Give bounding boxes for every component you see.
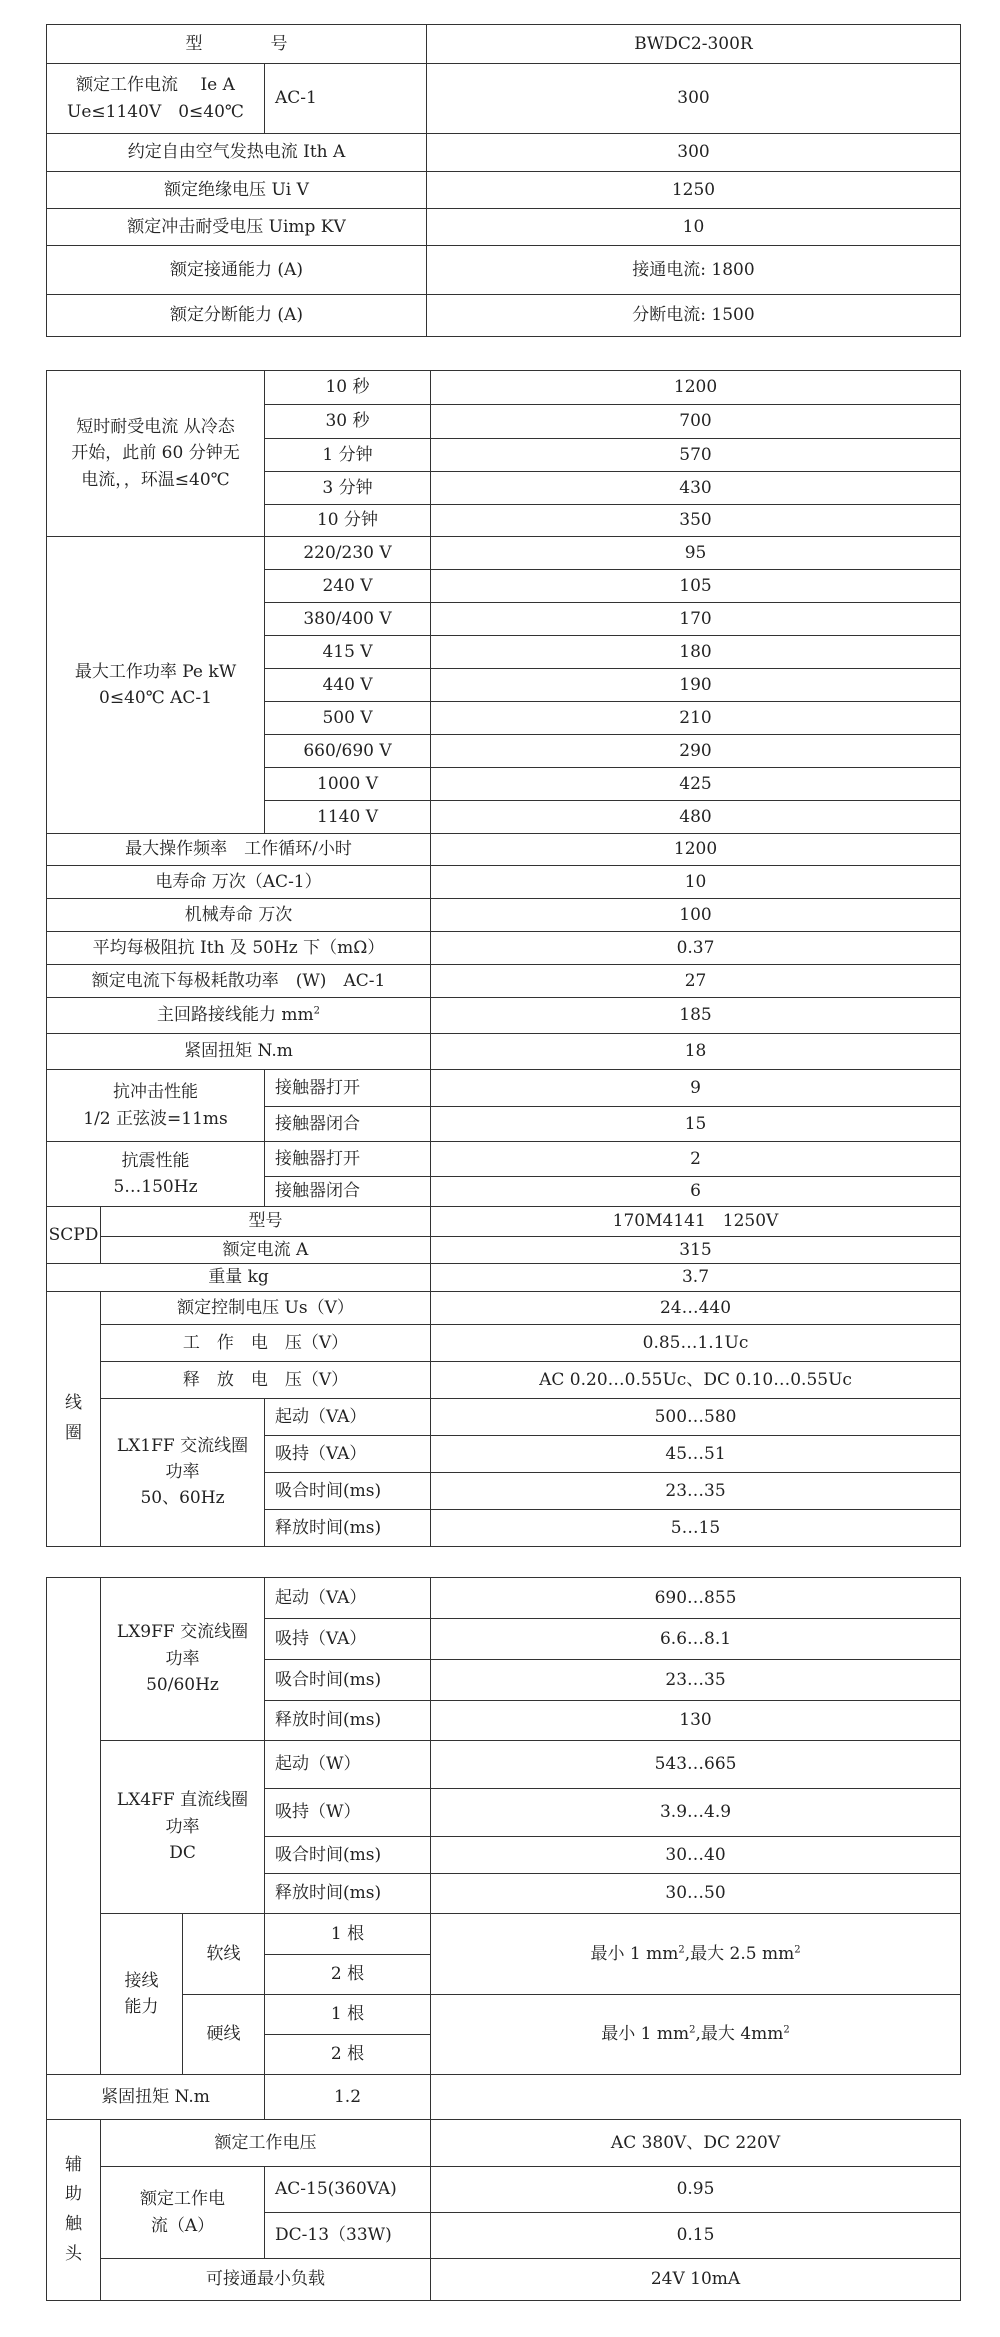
aux-voltage-value: AC 380V、DC 220V: [431, 2120, 961, 2167]
main-connection-label: [47, 998, 431, 1034]
uimp-value: 10: [427, 209, 961, 246]
shock-state: 接触器闭合: [265, 1107, 431, 1142]
power-value: 210: [431, 702, 961, 735]
spec-table-coils-aux: [46, 1577, 961, 2301]
soft-wire-label: 软线: [183, 1914, 265, 1995]
lx4ff-label: LX4FF 直流线圈 功率 DC: [101, 1741, 265, 1914]
power-value: 290: [431, 735, 961, 768]
aux-current-label: 额定工作电 流（A）: [101, 2167, 265, 2259]
soft-wire-sup: 2: [678, 1944, 685, 1956]
lx1ff-param: 吸持（VA）: [265, 1435, 431, 1472]
short-time-duration: 10 分钟: [265, 505, 431, 537]
shock-value: 15: [431, 1107, 961, 1142]
max-frequency-label: 最大操作频率 工作循环/小时: [47, 834, 431, 866]
short-time-value: 350: [431, 505, 961, 537]
scpd-model-label: 型号: [101, 1207, 431, 1237]
release-voltage-value: AC 0.20…0.55Uc、DC 0.10…0.55Uc: [431, 1361, 961, 1398]
ui-value: 1250: [427, 172, 961, 209]
lx4ff-param: 吸持（W）: [265, 1789, 431, 1837]
voltage-label: 240 V: [265, 570, 431, 603]
lx4ff-value: 30…40: [431, 1837, 961, 1874]
shock-state: 接触器打开: [265, 1070, 431, 1107]
wire-count: 1 根: [265, 1914, 431, 1955]
make-capacity-label: 额定接通能力 (A): [47, 246, 427, 295]
short-time-duration: 30 秒: [265, 405, 431, 439]
lx1ff-value: 5…15: [431, 1509, 961, 1546]
weight-label: 重量 kg: [47, 1264, 431, 1291]
power-value: 95: [431, 537, 961, 570]
mechanical-life-value: 100: [431, 899, 961, 932]
lx9ff-value: 130: [431, 1701, 961, 1741]
vibration-state: 接触器闭合: [265, 1177, 431, 1207]
vibration-state: 接触器打开: [265, 1142, 431, 1177]
aux-contact-label: [47, 2120, 101, 2301]
short-time-duration: 3 分钟: [265, 472, 431, 505]
rated-current-value: 300: [427, 64, 961, 134]
header-type-label: 型 号: [47, 25, 427, 64]
short-time-value: 1200: [431, 371, 961, 405]
electrical-life-label: 电寿命 万次（AC-1）: [47, 866, 431, 899]
power-value: 480: [431, 801, 961, 834]
scpd-label: SCPD: [47, 1207, 101, 1264]
lx9ff-value: 6.6…8.1: [431, 1619, 961, 1660]
ac15-value: 0.95: [431, 2167, 961, 2213]
soft-wire-value: [431, 1914, 961, 1995]
release-voltage-label: 释 放 电 压（V）: [101, 1361, 431, 1398]
coil-label: [47, 1291, 101, 1546]
voltage-label: 440 V: [265, 669, 431, 702]
hard-wire-min: 最小 1 mm: [601, 2024, 690, 2045]
short-time-duration: 10 秒: [265, 371, 431, 405]
scpd-model-value: 170M4141 1250V: [431, 1207, 961, 1237]
soft-wire-max: ,最大 2.5 mm: [684, 1943, 795, 1964]
short-time-label: 短时耐受电流 从冷态 开始，此前 60 分钟无 电流，，环温≤40℃: [47, 371, 265, 537]
lx9ff-param: 吸合时间(ms): [265, 1660, 431, 1701]
rated-current-label: 额定工作电流 Ie A Ue≤1140V 0≤40℃: [47, 64, 265, 134]
power-value: 180: [431, 636, 961, 669]
lx1ff-param: 释放时间(ms): [265, 1509, 431, 1546]
min-load-label: 可接通最小负载: [101, 2259, 431, 2301]
soft-wire-sup: 2: [794, 1944, 801, 1956]
wire-count: 2 根: [265, 2035, 431, 2075]
voltage-label: 500 V: [265, 702, 431, 735]
dc13-value: 0.15: [431, 2213, 961, 2259]
weight-value: 3.7: [431, 1264, 961, 1291]
lx9ff-label: LX9FF 交流线圈 功率 50/60Hz: [101, 1578, 265, 1741]
lx4ff-value: 30…50: [431, 1874, 961, 1914]
dc13-label: DC-13（33W): [265, 2213, 431, 2259]
voltage-label: 220/230 V: [265, 537, 431, 570]
impedance-label: 平均每极阻抗 Ith 及 50Hz 下（mΩ）: [47, 932, 431, 965]
lx1ff-value: 23…35: [431, 1472, 961, 1509]
main-connection-sup: 2: [313, 1005, 321, 1017]
working-voltage-label: 工 作 电 压（V）: [101, 1324, 431, 1361]
spec-table-performance: [46, 370, 961, 1547]
lx9ff-value: 690…855: [431, 1578, 961, 1619]
voltage-label: 1140 V: [265, 801, 431, 834]
lx4ff-param: 起动（W）: [265, 1741, 431, 1789]
coil-label-text: 线圈: [65, 1392, 82, 1443]
coil-torque-label: 紧固扭矩 N.m: [47, 2075, 265, 2120]
aux-voltage-label: 额定工作电压: [101, 2120, 431, 2167]
lx1ff-value: 45…51: [431, 1435, 961, 1472]
hard-wire-sup: 2: [689, 2024, 696, 2036]
ith-label: 约定自由空气发热电流 Ith A: [47, 134, 427, 172]
voltage-label: 660/690 V: [265, 735, 431, 768]
hard-wire-max: ,最大 4mm: [695, 2024, 784, 2045]
main-connection-text: 主回路接线能力 mm: [156, 1005, 314, 1026]
working-voltage-value: 0.85…1.1Uc: [431, 1324, 961, 1361]
lx1ff-param: 起动（VA）: [265, 1398, 431, 1435]
coil-continued-blank: [47, 1578, 101, 2075]
impedance-value: 0.37: [431, 932, 961, 965]
ac1-category: AC-1: [265, 64, 427, 134]
vibration-value: 6: [431, 1177, 961, 1207]
power-value: 190: [431, 669, 961, 702]
header-model: BWDC2-300R: [427, 25, 961, 64]
torque-label: 紧固扭矩 N.m: [47, 1034, 431, 1070]
ac15-label: AC-15(360VA): [265, 2167, 431, 2213]
min-load-value: 24V 10mA: [431, 2259, 961, 2301]
spec-table-general: [46, 24, 961, 337]
vibration-label: 抗震性能 5…150Hz: [47, 1142, 265, 1207]
break-capacity-label: 额定分断能力 (A): [47, 295, 427, 337]
max-frequency-value: 1200: [431, 834, 961, 866]
lx4ff-param: 释放时间(ms): [265, 1874, 431, 1914]
scpd-current-value: 315: [431, 1237, 961, 1264]
lx4ff-value: 3.9…4.9: [431, 1789, 961, 1837]
torque-value: 18: [431, 1034, 961, 1070]
short-time-value: 570: [431, 439, 961, 472]
coil-torque-value: 1.2: [265, 2075, 431, 2120]
scpd-current-label: 额定电流 A: [101, 1237, 431, 1264]
voltage-label: 380/400 V: [265, 603, 431, 636]
power-value: 105: [431, 570, 961, 603]
voltage-label: 1000 V: [265, 768, 431, 801]
hard-wire-sup: 2: [783, 2024, 790, 2036]
make-capacity-value: 接通电流: 1800: [427, 246, 961, 295]
shock-value: 9: [431, 1070, 961, 1107]
mechanical-life-label: 机械寿命 万次: [47, 899, 431, 932]
hard-wire-label: 硬线: [183, 1995, 265, 2075]
short-time-duration: 1 分钟: [265, 439, 431, 472]
lx1ff-param: 吸合时间(ms): [265, 1472, 431, 1509]
max-power-label: 最大工作功率 Pe kW 0≤40℃ AC-1: [47, 537, 265, 834]
ith-value: 300: [427, 134, 961, 172]
uimp-label: 额定冲击耐受电压 Uimp KV: [47, 209, 427, 246]
short-time-value: 700: [431, 405, 961, 439]
voltage-label: 415 V: [265, 636, 431, 669]
shock-label: 抗冲击性能 1/2 正弦波=11ms: [47, 1070, 265, 1142]
lx9ff-param: 释放时间(ms): [265, 1701, 431, 1741]
lx9ff-value: 23…35: [431, 1660, 961, 1701]
electrical-life-value: 10: [431, 866, 961, 899]
vibration-value: 2: [431, 1142, 961, 1177]
dissipation-value: 27: [431, 965, 961, 998]
short-time-value: 430: [431, 472, 961, 505]
dissipation-label: 额定电流下每极耗散功率 (W) AC-1: [47, 965, 431, 998]
wire-count: 1 根: [265, 1995, 431, 2035]
soft-wire-min: 最小 1 mm: [590, 1943, 679, 1964]
break-capacity-value: 分断电流: 1500: [427, 295, 961, 337]
coil-voltage-label: 额定控制电压 Us（V）: [101, 1291, 431, 1324]
wiring-capacity-label: 接线 能力: [101, 1914, 183, 2075]
coil-voltage-value: 24…440: [431, 1291, 961, 1324]
lx1ff-value: 500…580: [431, 1398, 961, 1435]
lx9ff-param: 起动（VA）: [265, 1578, 431, 1619]
ui-label: 额定绝缘电压 Ui V: [47, 172, 427, 209]
power-value: 425: [431, 768, 961, 801]
lx4ff-value: 543…665: [431, 1741, 961, 1789]
main-connection-value: 185: [431, 998, 961, 1034]
hard-wire-value: [431, 1995, 961, 2075]
aux-contact-label-text: 辅助触头: [65, 2154, 82, 2264]
lx1ff-label: LX1FF 交流线圈 功率 50、60Hz: [101, 1398, 265, 1546]
power-value: 170: [431, 603, 961, 636]
wire-count: 2 根: [265, 1955, 431, 1995]
lx9ff-param: 吸持（VA）: [265, 1619, 431, 1660]
lx4ff-param: 吸合时间(ms): [265, 1837, 431, 1874]
